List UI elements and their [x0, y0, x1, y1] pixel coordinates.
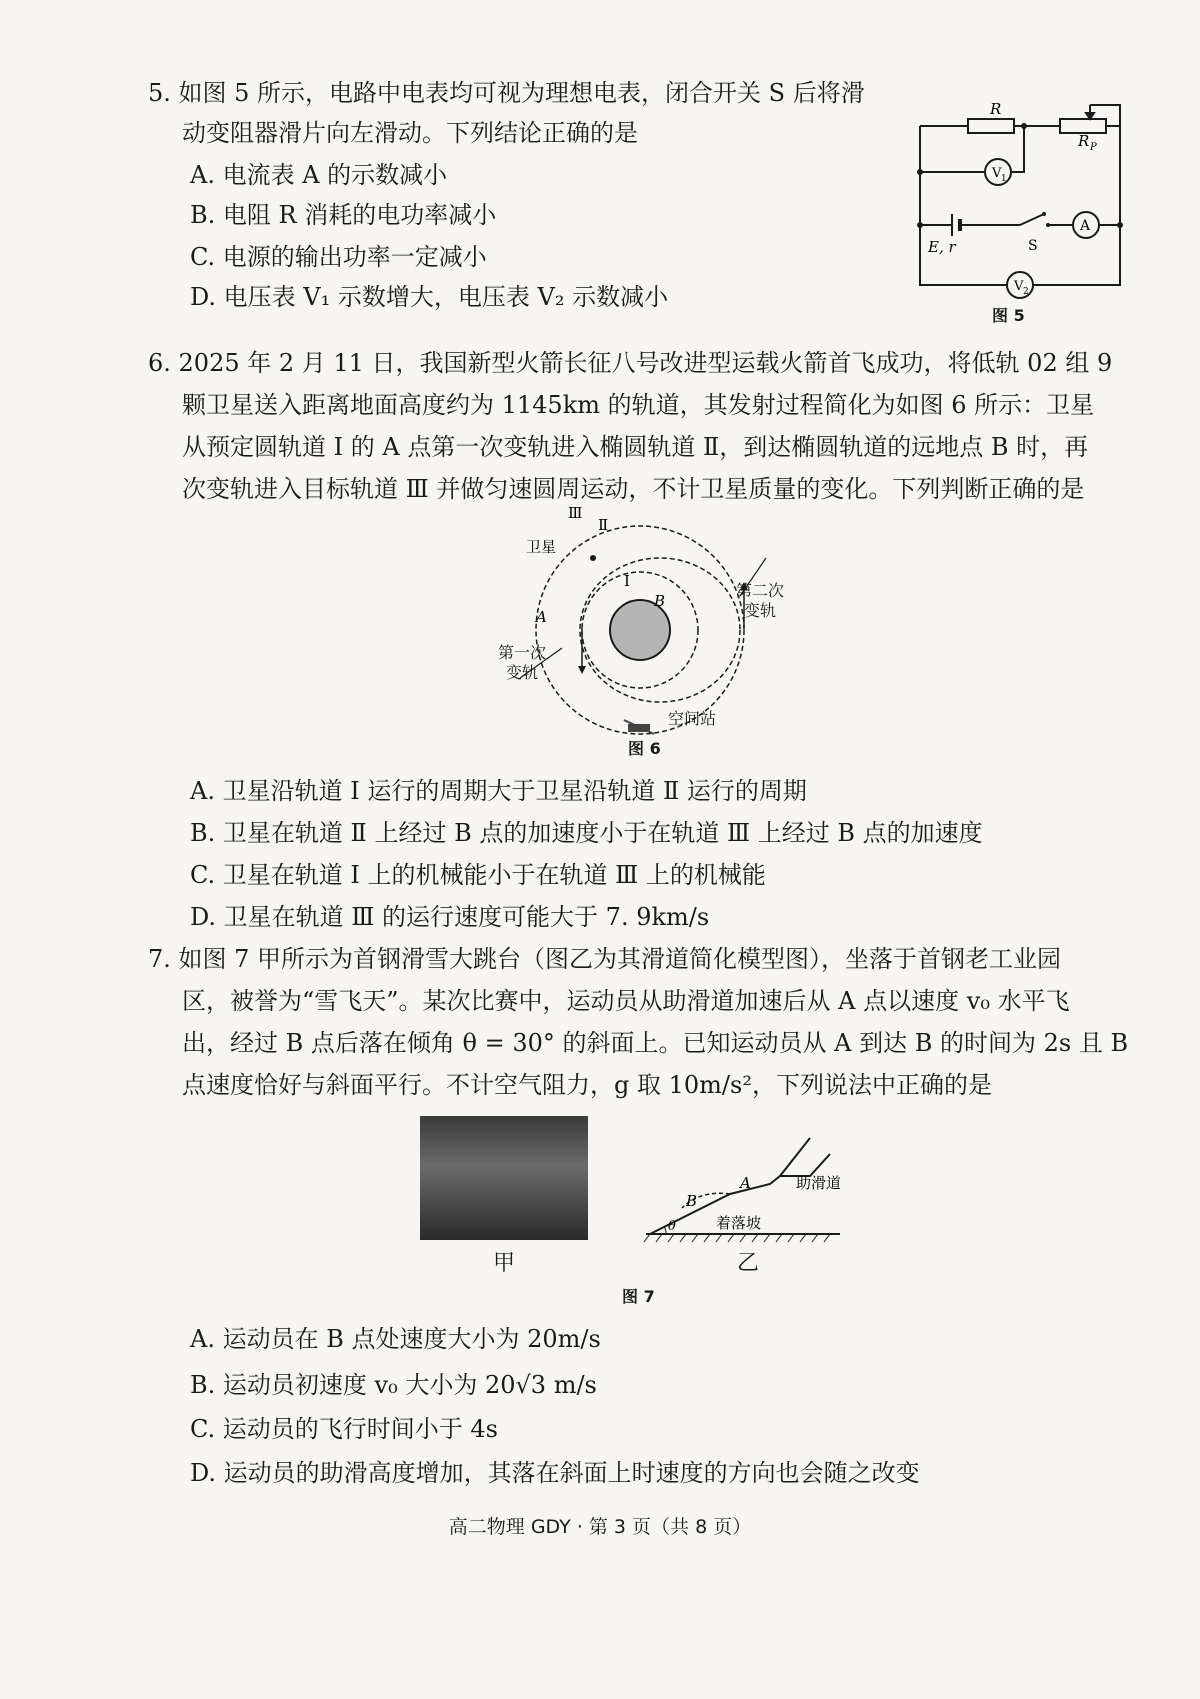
- q7-option-b: B. 运动员初速度 v₀ 大小为 20√3 m/s: [190, 1371, 597, 1399]
- v2-label: V: [1014, 279, 1024, 294]
- satellite-label: 卫星: [526, 538, 557, 556]
- orbit-3-label: Ⅲ: [568, 504, 583, 522]
- rheostat-sub: P: [1090, 142, 1097, 153]
- rheostat-label: R: [1078, 132, 1090, 150]
- q6-option-c: C. 卫星在轨道 Ⅰ 上的机械能小于在轨道 Ⅲ 上的机械能: [190, 861, 766, 889]
- first-transfer-label-1: 第一次: [498, 643, 547, 662]
- q5-option-d: D. 电压表 V₁ 示数增大，电压表 V₂ 示数减小: [190, 283, 669, 311]
- q5-option-c: C. 电源的输出功率一定减小: [190, 243, 487, 271]
- point-a-label-fig7: A: [740, 1174, 751, 1192]
- fig7-label-jia: 甲: [493, 1251, 516, 1276]
- orbit-1-label: Ⅰ: [624, 572, 630, 590]
- space-station-icon: [624, 720, 654, 734]
- q7-stem-line-3: 出，经过 B 点后落在倾角 θ = 30° 的斜面上。已知运动员从 A 到达 B 的时间为 2s 且 B: [182, 1029, 1129, 1057]
- ski-jump-photo: [420, 1116, 588, 1240]
- ramp-label: 助滑道: [796, 1174, 842, 1192]
- q6-stem-line-4: 次变轨进入目标轨道 Ⅲ 并做匀速圆周运动，不计卫星质量的变化。下列判断正确的是: [182, 475, 1085, 503]
- point-a-label: A: [536, 608, 547, 626]
- ski-slope-diagram: [640, 1124, 850, 1244]
- q7-stem-line-2: 区，被誉为“雪飞天”。某次比赛中，运动员从助滑道加速后从 A 点以速度 v₀ 水平飞: [182, 987, 1070, 1015]
- q7-option-c: C. 运动员的飞行时间小于 4s: [190, 1415, 498, 1443]
- v1-label: V: [992, 166, 1002, 181]
- fig7-label-yi: 乙: [737, 1251, 760, 1276]
- fig7-caption: 图 7: [622, 1287, 655, 1306]
- second-transfer-label-2: 变轨: [744, 601, 777, 620]
- fig5-caption: 图 5: [992, 306, 1025, 325]
- q7-option-a: A. 运动员在 B 点处速度大小为 20m/s: [190, 1325, 601, 1353]
- space-station-label: 空间站: [668, 709, 717, 728]
- point-b-label: B: [654, 592, 666, 610]
- theta-label: θ: [668, 1219, 676, 1234]
- fig6-caption: 图 6: [628, 739, 661, 758]
- q6-stem-line-3: 从预定圆轨道 Ⅰ 的 A 点第一次变轨进入椭圆轨道 Ⅱ，到达椭圆轨道的远地点 B 时，再: [182, 433, 1089, 461]
- orbit-diagram: [490, 504, 820, 730]
- resistor-r-label: R: [990, 100, 1002, 118]
- source-label: E, r: [928, 238, 956, 256]
- page-footer: 高二物理 GDY · 第 3 页（共 8 页）: [448, 1516, 752, 1538]
- v1-sub: 1: [1001, 174, 1007, 184]
- switch-label: S: [1028, 238, 1038, 254]
- ammeter-label: A: [1080, 218, 1091, 234]
- second-transfer-label-1: 第二次: [736, 581, 785, 600]
- circuit-diagram: [900, 90, 1140, 297]
- q6-stem-line-1: 6. 2025 年 2 月 11 日，我国新型火箭长征八号改进型运载火箭首飞成功，将低轨 02 组 9: [148, 349, 1113, 377]
- v2-sub: 2: [1023, 287, 1029, 297]
- q7-stem-line-4: 点速度恰好与斜面平行。不计空气阻力，g 取 10m/s²，下列说法中正确的是: [182, 1071, 992, 1099]
- q5-stem-line-2: 动变阻器滑片向左滑动。下列结论正确的是: [182, 119, 638, 147]
- q6-option-a: A. 卫星沿轨道 Ⅰ 运行的周期大于卫星沿轨道 Ⅱ 运行的周期: [190, 777, 807, 805]
- q5-option-b: B. 电阻 R 消耗的电功率减小: [190, 201, 497, 229]
- q5-option-a: A. 电流表 A 的示数减小: [190, 161, 448, 189]
- orbit-2-label: Ⅱ: [598, 516, 609, 534]
- q6-stem-line-2: 颗卫星送入距离地面高度约为 1145km 的轨道，其发射过程简化为如图 6 所示：卫星: [182, 391, 1095, 419]
- q6-option-d: D. 卫星在轨道 Ⅲ 的运行速度可能大于 7. 9km/s: [190, 903, 710, 931]
- q5-stem-line-1: 5. 如图 5 所示，电路中电表均可视为理想电表，闭合开关 S 后将滑: [148, 79, 865, 107]
- landing-slope-label: 着落坡: [716, 1214, 762, 1232]
- first-transfer-label-2: 变轨: [506, 663, 539, 682]
- point-b-label-fig7: B: [686, 1192, 698, 1210]
- q7-option-d: D. 运动员的助滑高度增加，其落在斜面上时速度的方向也会随之改变: [190, 1459, 920, 1487]
- q6-option-b: B. 卫星在轨道 Ⅱ 上经过 B 点的加速度小于在轨道 Ⅲ 上经过 B 点的加速度: [190, 819, 983, 847]
- q7-stem-line-1: 7. 如图 7 甲所示为首钢滑雪大跳台（图乙为其滑道简化模型图），坐落于首钢老工业园: [148, 945, 1062, 973]
